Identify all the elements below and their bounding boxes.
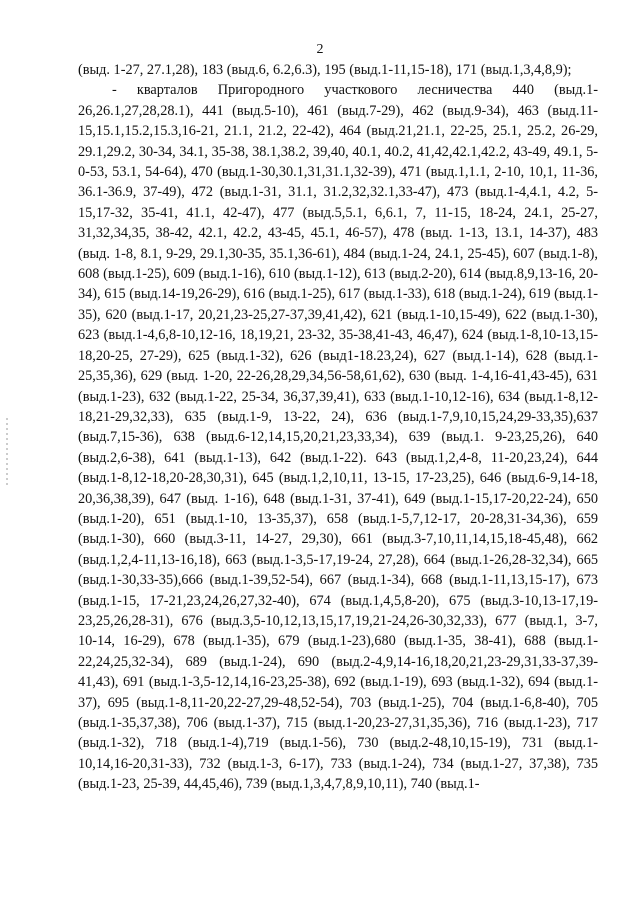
page-number: 2: [316, 42, 324, 57]
scan-artifact-mark: [6, 418, 8, 488]
body-text: [78, 60, 598, 795]
paragraph-continuation: (выд. 1-27, 27.1,28), 183 (выд.6, 6.2,6.3), 195 (выд.1-11,15-18), 171 (выд.1,3,4,8,9);: [78, 62, 572, 78]
paragraph-forest-quarters-list: - кварталов Пригородного участкового лесничества 440 (выд.1-26,26.1,27,28,28.1), 441 (выд.5-10), 461 (выд.7-29), 462 (выд.9-34), 463 (выд.11-15,15.1,15.2,15.3,16-21, 21.1, 21.2, 22-42), 464 (выд.21,21.1, 22-25, 25.1, 25.2, 26-29, 29.1,29.2, 30-34, 34.1, 35-38, 38.1,38.2, 39,40, 40.1, 40.2, 41,42,42.1,42.2, 43-49, 49.1, 5-0-53, 53.1, 54-64), 470 (выд.1-30,30.1,31,31.1,32-39), 471 (выд.1,1.1, 2-10, 10,1, 11-36, 36.1-36.9, 37-49), 472 (выд.1-31, 31.1, 31.2,32,32.1,33-47), 473 (выд.1-4,4.1, 4.2, 5-15,17-32, 35-41, 41.1, 42-47), 477 (выд.5,5.1, 6,6.1, 7, 11-15, 18-24, 24.1, 25-27, 31,32,34,35, 38-42, 42.1, 42.2, 43-45, 45.1, 46-57), 478 (выд. 1-13, 13.1, 14-37), 483 (выд. 1-8, 8.1, 9-29, 29.1,30-35, 35.1,36-61), 484 (выд.1-24, 24.1, 25-45), 607 (выд.1-8), 608 (выд.1-25), 609 (выд.1-16), 610 (выд.1-12), 613 (выд.2-20), 614 (выд.8,9,13-16, 20-34), 615 (выд.14-19,26-29), 616 (выд.1-25), 617 (выд.1-33), 618 (выд.1-24), 619 (выд.1-35), 620 (выд.1-17, 20,21,23-25,27-37,39,41,42), 621 (выд.1-10,15-49), 622 (выд.1-30), 623 (выд.1-4,6,8-10,12-16, 18,19,21, 23-32, 35-38,41-43, 46,47), 624 (выд.1-8,10-13,15-18,20-25, 27-29), 625 (выд.1-32), 626 (выд1-18.23,24), 627 (выд.1-14), 628 (выд.1-25,35,36), 629 (выд. 1-20, 22-26,28,29,34,56-58,61,62), 630 (выд. 1-4,16-41,43-45), 631 (выд.1-23), 632 (выд.1-22, 25-34, 36,37,39,41), 633 (выд.1-10,12-16), 634 (выд.1-8,12-18,21-29,32,33), 635 (выд.1-9, 13-22, 24), 636 (выд.1-7,9,10,15,24,29-33,35),637 (выд.7,15-36), 638 (выд.6-12,14,15,20,21,23,33,34), 639 (выд.1. 9-23,25,26), 640 (выд.2,6-38), 641 (выд.1-13), 642 (выд.1-22). 643 (выд.1,2,4-8, 11-20,23,24), 644 (выд.1-8,12-18,20-28,30,31), 645 (выд.1,2,10,11, 13-15, 17-23,25), 646 (выд.6-9,14-18, 20,36,38,39), 647 (выд. 1-16), 648 (выд.1-31, 37-41), 649 (выд.1-15,17-20,22-24), 650 (выд.1-20), 651 (выд.1-10, 13-35,37), 658 (выд.1-5,7,12-17, 20-28,31-34,36), 659 (выд.1-30), 660 (выд.3-11, 14-27, 29,30), 661 (выд.3-7,10,11,14,15,18-45,48), 662 (выд.1,2,4-11,13-16,18), 663 (выд.1-3,5-17,19-24, 27,28), 664 (выд.1-26,28-32,34), 665 (выд.1-30,33-35),666 (выд.1-39,52-54), 667 (выд.1-34), 668 (выд.1-11,13,15-17), 673 (выд.1-15, 17-21,23,24,26,27,32-40), 674 (выд.1,4,5,8-20), 675 (выд.3-10,13-17,19-23,25,26,28-31), 676 (выд.3,5-10,12,13,15,17,19,21-24,26-30,32,33), 677 (выд.1, 3-7, 10-14, 16-29), 678 (выд.1-35), 679 (выд.1-23),680 (выд.1-35, 38-41), 688 (выд.1-22,24,25,32-34), 689 (выд.1-24), 690 (выд.2-4,9,14-16,18,20,21,23-29,31,33-37,39-41,43), 691 (выд.1-3,5-12,14,16-23,25-38), 692 (выд.1-19), 693 (выд.1-32), 694 (выд.1-37), 695 (выд.1-8,11-20,22-27,29-48,52-54), 703 (выд.1-25), 704 (выд.1-6,8-40), 705 (выд.1-35,37,38), 706 (выд.1-37), 715 (выд.1-20,23-27,31,35,36), 716 (выд.1-23), 717 (выд.1-32), 718 (выд.1-4),719 (выд.1-56), 730 (выд.2-48,10,15-19), 731 (выд.1-10,14,16-20,31-33), 732 (выд.1-3, 6-17), 733 (выд.1-24), 734 (выд.1-27, 37,38), 735 (выд.1-23, 25-39, 44,45,46), 739 (выд.1,3,4,7,8,9,10,11), 740 (выд.1-: [78, 82, 598, 793]
